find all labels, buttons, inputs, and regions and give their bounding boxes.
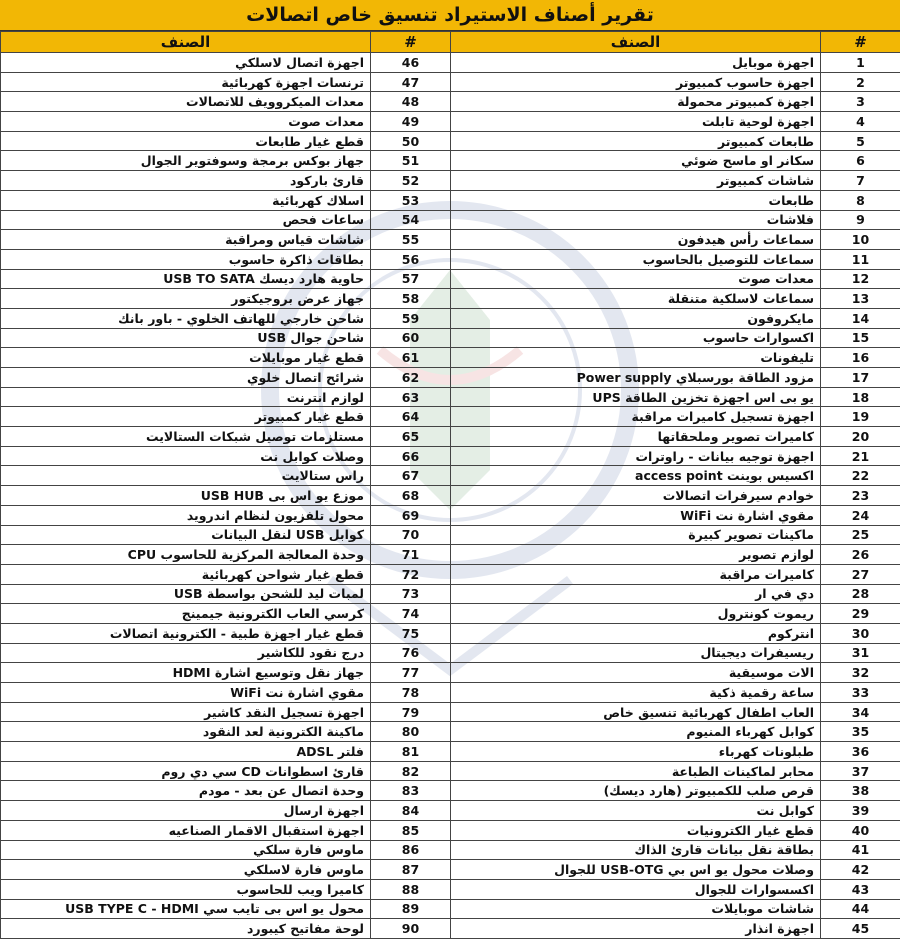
item-number-right: 23 [821,486,900,506]
item-name-left: قطع غيار موبايلات [1,348,371,368]
import-items-table [0,31,900,939]
item-name-left: موزع يو اس بى USB HUB [1,486,371,506]
table-row [1,860,900,880]
table-row [1,584,900,604]
item-number-right: 33 [821,683,900,703]
item-name-right: اكسسوارات للجوال [451,879,821,899]
item-name-left: كرسي العاب الكترونية جيمينج [1,604,371,624]
item-name-left: قطع غيار شواحن كهربائية [1,564,371,584]
table-row [1,387,900,407]
item-name-right: سماعات للتوصيل بالحاسوب [451,249,821,269]
item-name-left: محول تلفزيون لنظام اندرويد [1,505,371,525]
item-name-right: اجهزة حاسوب كمبيوتر [451,72,821,92]
item-number-left: 63 [371,387,451,407]
item-name-left: قطع غيار كمبيوتر [1,407,371,427]
table-row [1,781,900,801]
item-number-left: 90 [371,919,451,939]
item-name-right: كوابل كهرباء المنيوم [451,722,821,742]
item-number-left: 77 [371,663,451,683]
item-number-left: 89 [371,899,451,919]
item-name-right: سكانر او ماسح ضوئي [451,151,821,171]
item-number-right: 24 [821,505,900,525]
header-name-left: الصنف [1,32,371,53]
item-name-left: كاميرا ويب للحاسوب [1,879,371,899]
table-row [1,151,900,171]
item-number-right: 7 [821,171,900,191]
item-name-left: ماوس فارة لاسلكي [1,860,371,880]
item-number-right: 31 [821,643,900,663]
item-number-right: 22 [821,466,900,486]
item-name-left: معدات صوت [1,112,371,132]
item-number-right: 38 [821,781,900,801]
item-name-left: وصلات كوابل نت [1,446,371,466]
item-name-right: طبلونات كهرباء [451,742,821,762]
item-number-left: 82 [371,761,451,781]
item-number-right: 26 [821,545,900,565]
item-name-right: كوابل نت [451,801,821,821]
table-row [1,230,900,250]
item-name-right: مايكروفون [451,308,821,328]
item-name-left: حاوية هارد ديسك USB TO SATA [1,269,371,289]
item-name-left: جهاز بوكس برمجة وسوفتوير الجوال [1,151,371,171]
item-name-right: بطاقة نقل بيانات قارئ الذاك [451,840,821,860]
item-name-right: اجهزة انذار [451,919,821,939]
item-name-left: جهاز نقل وتوسيع اشارة HDMI [1,663,371,683]
report-title: تقرير أصناف الاستيراد تنسيق خاص اتصالات [0,0,900,31]
item-number-left: 80 [371,722,451,742]
item-number-right: 15 [821,328,900,348]
item-name-left: ماوس فارة سلكي [1,840,371,860]
table-row [1,328,900,348]
item-number-right: 9 [821,210,900,230]
item-number-left: 68 [371,486,451,506]
table-row [1,407,900,427]
item-number-left: 78 [371,683,451,703]
table-row [1,427,900,447]
item-number-right: 12 [821,269,900,289]
table-row [1,190,900,210]
item-number-left: 70 [371,525,451,545]
item-name-right: ريسيفرات ديجيتال [451,643,821,663]
item-number-left: 53 [371,190,451,210]
item-name-right: طابعات كمبيوتر [451,131,821,151]
table-row [1,702,900,722]
item-number-left: 48 [371,92,451,112]
item-name-left: معدات الميكروويف للاتصالات [1,92,371,112]
item-number-left: 60 [371,328,451,348]
item-number-right: 16 [821,348,900,368]
item-number-left: 65 [371,427,451,447]
item-name-left: شرائح اتصال خلوي [1,368,371,388]
item-number-right: 28 [821,584,900,604]
item-number-right: 2 [821,72,900,92]
item-number-right: 4 [821,112,900,132]
item-name-left: وحدة المعالجة المركزية للحاسوب CPU [1,545,371,565]
item-number-right: 1 [821,53,900,73]
item-number-right: 35 [821,722,900,742]
item-number-right: 18 [821,387,900,407]
item-number-right: 17 [821,368,900,388]
item-number-left: 58 [371,289,451,309]
item-name-right: اجهزة كمبيوتر محمولة [451,92,821,112]
item-number-right: 21 [821,446,900,466]
table-row [1,131,900,151]
item-number-right: 40 [821,820,900,840]
item-number-left: 49 [371,112,451,132]
item-name-left: اسلاك كهربائية [1,190,371,210]
item-number-left: 55 [371,230,451,250]
item-name-left: مستلزمات توصيل شبكات الستالايت [1,427,371,447]
table-row [1,840,900,860]
item-name-left: اجهزة ارسال [1,801,371,821]
item-number-left: 61 [371,348,451,368]
item-number-left: 54 [371,210,451,230]
item-name-right: اجهزة لوحية تابلت [451,112,821,132]
item-number-right: 34 [821,702,900,722]
item-number-right: 27 [821,564,900,584]
table-row [1,623,900,643]
item-name-right: معدات صوت [451,269,821,289]
table-row [1,368,900,388]
table-row [1,722,900,742]
item-name-left: شاحن خارجي للهاتف الخلوي - باور بانك [1,308,371,328]
item-number-left: 81 [371,742,451,762]
item-number-left: 47 [371,72,451,92]
item-number-left: 57 [371,269,451,289]
item-name-left: لوازم انترنت [1,387,371,407]
item-name-right: وصلات محول يو اس بي USB-OTG للجوال [451,860,821,880]
item-number-left: 83 [371,781,451,801]
item-name-right: ماكينات تصوير كبيرة [451,525,821,545]
item-name-left: ساعات فحص [1,210,371,230]
item-name-left: لمبات ليد للشحن بواسطة USB [1,584,371,604]
item-name-right: مزود الطاقة بورسبلاي Power supply [451,368,821,388]
table-row [1,72,900,92]
item-name-left: بطاقات ذاكرة حاسوب [1,249,371,269]
item-name-left: درج نقود للكاشير [1,643,371,663]
item-name-right: لوازم تصوير [451,545,821,565]
item-number-right: 19 [821,407,900,427]
item-name-left: محول يو اس بى تايب سي USB TYPE C - HDMI [1,899,371,919]
table-row [1,289,900,309]
item-number-left: 74 [371,604,451,624]
item-name-right: سماعات رأس هيدفون [451,230,821,250]
item-number-right: 3 [821,92,900,112]
item-number-right: 11 [821,249,900,269]
item-number-right: 32 [821,663,900,683]
item-name-right: مقوي اشارة نت WiFi [451,505,821,525]
table-row [1,643,900,663]
item-name-right: اجهزة توجيه بيانات - راوترات [451,446,821,466]
item-number-right: 41 [821,840,900,860]
item-name-left: فلتر ADSL [1,742,371,762]
item-name-right: الات موسيقية [451,663,821,683]
table-row [1,761,900,781]
item-name-right: اكسيس بوينت access point [451,466,821,486]
table-row [1,112,900,132]
header-num-right: # [821,32,900,53]
item-name-right: قطع غيار الكترونيات [451,820,821,840]
table-row [1,308,900,328]
item-name-right: العاب اطفال كهربائية تنسيق خاص [451,702,821,722]
item-number-left: 88 [371,879,451,899]
item-number-left: 66 [371,446,451,466]
item-number-left: 62 [371,368,451,388]
table-row [1,545,900,565]
item-name-left: راس ستالايت [1,466,371,486]
item-number-right: 29 [821,604,900,624]
item-name-right: ساعة رقمية ذكية [451,683,821,703]
item-name-right: تليفونات [451,348,821,368]
table-row [1,486,900,506]
item-name-left: وحدة اتصال عن بعد - مودم [1,781,371,801]
item-name-right: ريموت كونترول [451,604,821,624]
item-number-right: 43 [821,879,900,899]
item-name-left: قطع غيار اجهزة طبية - الكترونية اتصالات [1,623,371,643]
item-number-right: 37 [821,761,900,781]
item-name-right: اجهزة تسجيل كاميرات مراقبة [451,407,821,427]
item-number-right: 45 [821,919,900,939]
item-number-left: 71 [371,545,451,565]
item-name-left: جهاز عرض بروجيكتور [1,289,371,309]
item-name-left: شاحن جوال USB [1,328,371,348]
item-name-left: لوحة مفاتيح كيبورد [1,919,371,939]
table-row [1,171,900,191]
item-name-left: قارئ باركود [1,171,371,191]
item-name-right: يو بى اس اجهزة تخزين الطاقة UPS [451,387,821,407]
item-number-right: 6 [821,151,900,171]
table-row [1,525,900,545]
item-number-right: 10 [821,230,900,250]
item-name-left: شاشات قياس ومراقبة [1,230,371,250]
item-name-right: قرص صلب للكمبيوتر (هارد ديسك) [451,781,821,801]
table-row [1,604,900,624]
item-number-right: 20 [821,427,900,447]
item-number-left: 64 [371,407,451,427]
item-number-left: 67 [371,466,451,486]
item-number-left: 69 [371,505,451,525]
item-name-left: اجهزة تسجيل النقد كاشير [1,702,371,722]
item-name-left: ترنسات اجهزة كهربائية [1,72,371,92]
table-row [1,269,900,289]
item-name-right: طابعات [451,190,821,210]
item-number-left: 52 [371,171,451,191]
table-row [1,348,900,368]
item-name-left: مقوي اشارة نت WiFi [1,683,371,703]
table-row [1,210,900,230]
item-name-right: كاميرات تصوير وملحقاتها [451,427,821,447]
table-row [1,446,900,466]
item-name-right: محابر لماكينات الطباعة [451,761,821,781]
item-name-left: اجهزة استقبال الاقمار الصناعيه [1,820,371,840]
table-row [1,801,900,821]
item-number-right: 30 [821,623,900,643]
item-name-right: شاشات كمبيوتر [451,171,821,191]
item-number-left: 76 [371,643,451,663]
table-row [1,249,900,269]
item-number-right: 25 [821,525,900,545]
item-number-right: 8 [821,190,900,210]
item-number-right: 44 [821,899,900,919]
item-number-left: 56 [371,249,451,269]
item-number-right: 39 [821,801,900,821]
item-number-right: 13 [821,289,900,309]
item-number-right: 42 [821,860,900,880]
item-number-left: 85 [371,820,451,840]
item-name-left: قارئ اسطوانات CD سي دي روم [1,761,371,781]
item-number-left: 73 [371,584,451,604]
item-number-left: 51 [371,151,451,171]
table-row [1,663,900,683]
table-row [1,505,900,525]
item-name-left: قطع غيار طابعات [1,131,371,151]
item-number-left: 87 [371,860,451,880]
item-number-right: 14 [821,308,900,328]
table-row [1,919,900,939]
item-number-left: 72 [371,564,451,584]
item-number-left: 79 [371,702,451,722]
item-name-right: شاشات موبايلات [451,899,821,919]
item-name-left: اجهزة اتصال لاسلكي [1,53,371,73]
item-number-right: 36 [821,742,900,762]
item-name-right: سماعات لاسلكية متنقلة [451,289,821,309]
item-name-right: فلاشات [451,210,821,230]
header-name-right: الصنف [451,32,821,53]
item-number-left: 75 [371,623,451,643]
item-number-left: 84 [371,801,451,821]
table-header-row [1,32,900,53]
item-name-right: انتركوم [451,623,821,643]
item-number-left: 59 [371,308,451,328]
item-number-left: 50 [371,131,451,151]
table-row [1,53,900,73]
item-name-right: دي في ار [451,584,821,604]
header-num-left: # [371,32,451,53]
item-number-right: 5 [821,131,900,151]
table-row [1,820,900,840]
item-name-right: اجهزة موبايل [451,53,821,73]
table-row [1,879,900,899]
table-row [1,92,900,112]
table-row [1,899,900,919]
table-row [1,466,900,486]
item-name-right: خوادم سيرفرات اتصالات [451,486,821,506]
item-number-left: 86 [371,840,451,860]
table-row [1,564,900,584]
table-row [1,742,900,762]
item-name-left: كوابل USB لنقل البيانات [1,525,371,545]
item-name-right: كاميرات مراقبة [451,564,821,584]
item-name-right: اكسوارات حاسوب [451,328,821,348]
table-row [1,683,900,703]
item-name-left: ماكينة الكترونية لعد النقود [1,722,371,742]
item-number-left: 46 [371,53,451,73]
